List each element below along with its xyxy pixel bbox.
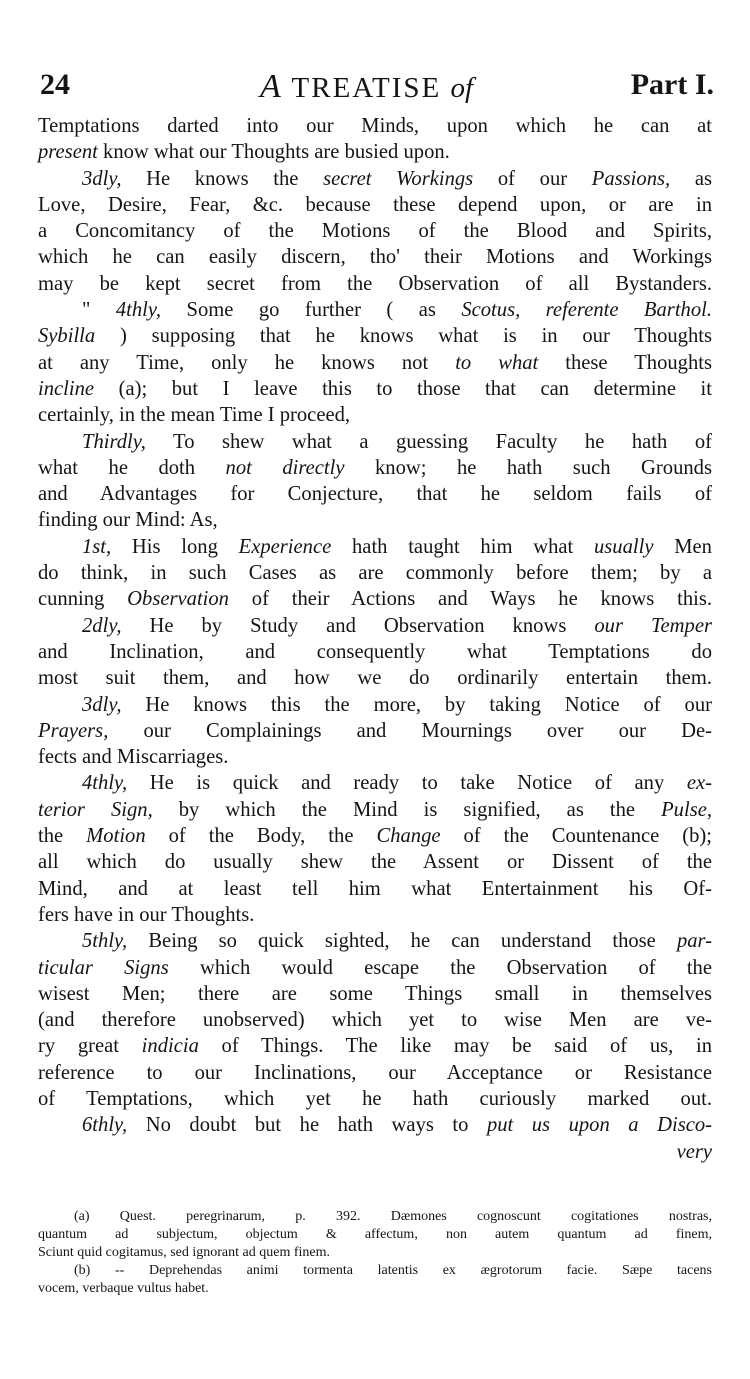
footnotes xyxy=(38,1208,712,1298)
text-line xyxy=(38,770,712,796)
text-line xyxy=(38,1139,712,1165)
text-line xyxy=(38,218,712,244)
italic-run: Pulse, xyxy=(661,798,712,821)
running-header xyxy=(40,68,714,112)
footnote-line: Sciunt quid cogitamus, sed ignorant ad quem finem. xyxy=(38,1245,331,1260)
text-run: He knows this the more, by taking Notice of our xyxy=(121,693,712,716)
italic-run: put us upon a Disco- xyxy=(486,1114,712,1137)
text-run: know what our Thoughts are busied upon. xyxy=(97,141,450,164)
italic-run: indicia xyxy=(141,1035,199,1058)
part-label: Part I. xyxy=(630,68,714,101)
text-line xyxy=(38,350,712,376)
text-run: fects and Miscarriages. xyxy=(38,746,229,769)
text-run: the xyxy=(38,825,87,848)
footnote-line: (b) -- Deprehendas animi tormenta latentis ex ægrotorum facie. Sæpe tacens xyxy=(74,1263,712,1278)
title-of: of xyxy=(450,72,474,104)
text-run: He by Study and Observation knows xyxy=(121,614,595,637)
text-run: " xyxy=(82,299,116,322)
italic-run: Prayers, xyxy=(38,719,109,742)
text-run: which would escape the Observation of the xyxy=(168,956,712,979)
text-run: Mind, and at least tell him what Entertainment his Of- xyxy=(38,877,712,900)
text-run: He knows the xyxy=(121,167,324,190)
text-run: hath taught him what xyxy=(331,535,594,558)
text-run: fers have in our Thoughts. xyxy=(38,903,255,926)
italic-run: Passions, xyxy=(591,167,671,190)
italic-run: secret Workings xyxy=(323,167,474,190)
text-run: ry great xyxy=(38,1035,142,1058)
text-run: our Complainings and Mournings over our De- xyxy=(108,719,712,742)
text-line xyxy=(38,797,712,823)
text-line xyxy=(38,665,712,691)
text-run: cunning xyxy=(38,588,128,611)
text-line xyxy=(38,323,712,349)
text-run: Temptations darted into our Minds, upon which he can at xyxy=(38,115,712,137)
text-line xyxy=(38,244,712,270)
text-run: of our xyxy=(473,167,592,190)
text-line xyxy=(38,271,712,297)
text-run: He is quick and ready to take Notice of any xyxy=(127,772,687,795)
italic-run: Thirdly, xyxy=(82,430,146,453)
text-line xyxy=(38,849,712,875)
text-line xyxy=(38,955,712,981)
italic-run: Motion xyxy=(86,825,146,848)
text-run: finding our Mind: As, xyxy=(38,509,218,532)
text-run: know; he hath such Grounds xyxy=(344,456,712,479)
text-line xyxy=(38,718,712,744)
page-number: 24 xyxy=(40,68,70,101)
text-run: No doubt but he hath ways to xyxy=(127,1114,487,1137)
text-run: may be kept secret from the Observation of all Bystanders. xyxy=(38,272,712,295)
italic-run: usually xyxy=(593,535,654,558)
text-line xyxy=(38,455,712,481)
text-run: and Inclination, and consequently what Temptations do xyxy=(38,640,712,663)
text-line xyxy=(38,613,712,639)
text-run: of Things. The like may be said of us, in xyxy=(198,1035,712,1058)
text-line xyxy=(38,507,712,533)
text-run: (and therefore unobserved) which yet to wise Men are ve- xyxy=(38,1009,712,1032)
italic-run: ticular Signs xyxy=(38,956,169,979)
italic-run: Experience xyxy=(238,535,332,558)
text-line xyxy=(38,192,712,218)
text-run: of Temptations, which yet he hath curiously marked out. xyxy=(38,1087,712,1110)
text-line xyxy=(38,692,712,718)
italic-run: present xyxy=(38,141,98,164)
text-line xyxy=(38,902,712,928)
italic-run: incline xyxy=(38,377,95,400)
italic-run: 4thly, xyxy=(82,772,128,795)
text-run: Love, Desire, Fear, &c. because these depend upon, or are in xyxy=(38,193,712,216)
text-run: (a); but I leave this to those that can determine it xyxy=(94,377,712,400)
italic-run: to what xyxy=(455,351,539,374)
text-line xyxy=(38,481,712,507)
italic-run: not directly xyxy=(225,456,345,479)
text-line xyxy=(38,113,712,139)
text-run: as xyxy=(670,167,712,190)
italic-run: 2dly, xyxy=(82,614,122,637)
text-run: ) supposing that he knows what is in our Thoughts xyxy=(95,325,712,348)
italic-run: 5thly, xyxy=(82,930,128,953)
text-run: Men xyxy=(653,535,712,558)
text-run: His long xyxy=(111,535,239,558)
text-run: a Concomitancy of the Motions of the Blood and Spirits, xyxy=(38,220,712,243)
text-run: of the Countenance (b); xyxy=(440,825,712,848)
text-run: wisest Men; there are some Things small in themselves xyxy=(38,982,712,1005)
text-line xyxy=(38,744,712,770)
text-line xyxy=(38,1112,712,1138)
text-line xyxy=(38,560,712,586)
text-line xyxy=(38,1007,712,1033)
italic-run: 4thly, xyxy=(115,299,162,322)
text-run: reference to our Inclinations, our Acceptance or Resistance xyxy=(38,1061,712,1084)
text-line xyxy=(38,166,712,192)
italic-run: par- xyxy=(676,930,712,953)
body-text xyxy=(38,113,712,1165)
text-line xyxy=(38,139,712,165)
italic-run: 3dly, xyxy=(82,167,122,190)
footnote-line: (a) Quest. peregrinarum, p. 392. Dæmones cognoscunt cogitationes nostras, xyxy=(74,1209,712,1224)
text-run: at any Time, only he knows not xyxy=(38,351,456,374)
text-run: do think, in such Cases as are commonly before them; by a xyxy=(38,562,712,585)
text-run: Some go further ( as xyxy=(161,299,462,322)
text-line xyxy=(38,1060,712,1086)
text-line xyxy=(38,876,712,902)
italic-run: ex- xyxy=(686,772,712,795)
text-run: these Thoughts xyxy=(538,351,712,374)
footnote-line: quantum ad subjectum, objectum & affectum, non autem quantum ad finem, xyxy=(38,1227,712,1242)
italic-run: Sybilla xyxy=(38,325,96,348)
text-line xyxy=(38,402,712,428)
text-run: what he doth xyxy=(38,456,226,479)
text-run: which he can easily discern, tho' their Motions and Workings xyxy=(38,246,712,269)
text-run: all which do usually shew the Assent or Dissent of the xyxy=(38,851,712,874)
title-word: TREATISE xyxy=(291,72,442,104)
text-line xyxy=(38,639,712,665)
italic-run: Scotus, referente Barthol. xyxy=(461,299,713,322)
text-run: certainly, in the mean Time I proceed, xyxy=(38,404,351,427)
text-line xyxy=(38,376,712,402)
text-run: of their Actions and Ways he knows this. xyxy=(228,588,713,611)
text-run: To shew what a guessing Faculty he hath of xyxy=(145,430,712,453)
text-run: of the Body, the xyxy=(145,825,377,848)
text-line xyxy=(38,586,712,612)
text-line xyxy=(38,823,712,849)
text-line xyxy=(38,928,712,954)
italic-run: 1st, xyxy=(82,535,112,558)
text-run: by which the Mind is signified, as the xyxy=(152,798,662,821)
text-run: most suit them, and how we do ordinarily entertain them. xyxy=(38,667,712,690)
text-run: and Advantages for Conjecture, that he seldom fails of xyxy=(38,483,712,506)
text-line xyxy=(38,1086,712,1112)
italic-run: very xyxy=(676,1140,712,1163)
text-line xyxy=(38,534,712,560)
italic-run: terior Sign, xyxy=(38,798,153,821)
title-initial: A xyxy=(260,68,283,105)
italic-run: Change xyxy=(376,825,441,848)
text-run: Being so quick sighted, he can understand those xyxy=(127,930,677,953)
text-line xyxy=(38,1033,712,1059)
text-line xyxy=(38,297,712,323)
footnote-line: vocem, verbaque vultus habet. xyxy=(38,1281,209,1296)
italic-run: 6thly, xyxy=(82,1114,128,1137)
italic-run: our Temper xyxy=(594,614,712,637)
italic-run: Observation xyxy=(127,588,229,611)
running-title xyxy=(260,68,473,106)
text-line xyxy=(38,429,712,455)
italic-run: 3dly, xyxy=(82,693,122,716)
text-line xyxy=(38,981,712,1007)
